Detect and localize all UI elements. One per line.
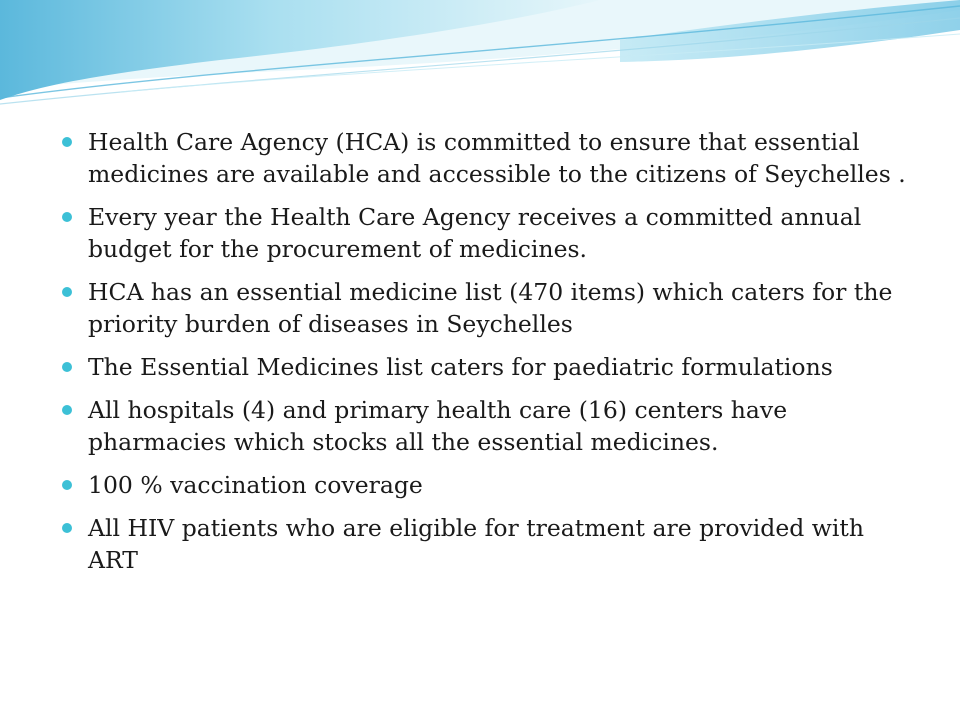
bullet-item	[60, 351, 920, 383]
bullet-text: Every year the Health Care Agency receives a committed annual budget for the procurement of medicines.	[88, 203, 862, 263]
bullet-text: 100 % vaccination coverage	[88, 471, 423, 499]
bullet-text: The Essential Medicines list caters for paediatric formulations	[88, 353, 833, 381]
bullet-icon	[62, 212, 72, 222]
bullet-item	[60, 126, 920, 190]
bullet-item	[60, 512, 920, 576]
bullet-text: All hospitals (4) and primary health care (16) centers have pharmacies which stocks all the essential medicines.	[88, 396, 788, 456]
bullet-item	[60, 394, 920, 458]
wave-header-decoration	[0, 0, 960, 120]
bullet-item	[60, 276, 920, 340]
bullet-item	[60, 201, 920, 265]
bullet-icon	[62, 523, 72, 533]
bullet-list-area	[60, 126, 920, 587]
bullet-icon	[62, 137, 72, 147]
bullet-icon	[62, 287, 72, 297]
bullet-text: Health Care Agency (HCA) is committed to ensure that essential medicines are available and accessible to the citizens of Seychelles .	[88, 128, 906, 188]
bullet-item	[60, 469, 920, 501]
bullet-icon	[62, 405, 72, 415]
bullet-text: All HIV patients who are eligible for treatment are provided with ART	[88, 514, 864, 574]
bullet-icon	[62, 362, 72, 372]
bullet-text: HCA has an essential medicine list (470 items) which caters for the priority burden of diseases in Seychelles	[88, 278, 893, 338]
bullet-list	[60, 126, 920, 576]
bullet-icon	[62, 480, 72, 490]
